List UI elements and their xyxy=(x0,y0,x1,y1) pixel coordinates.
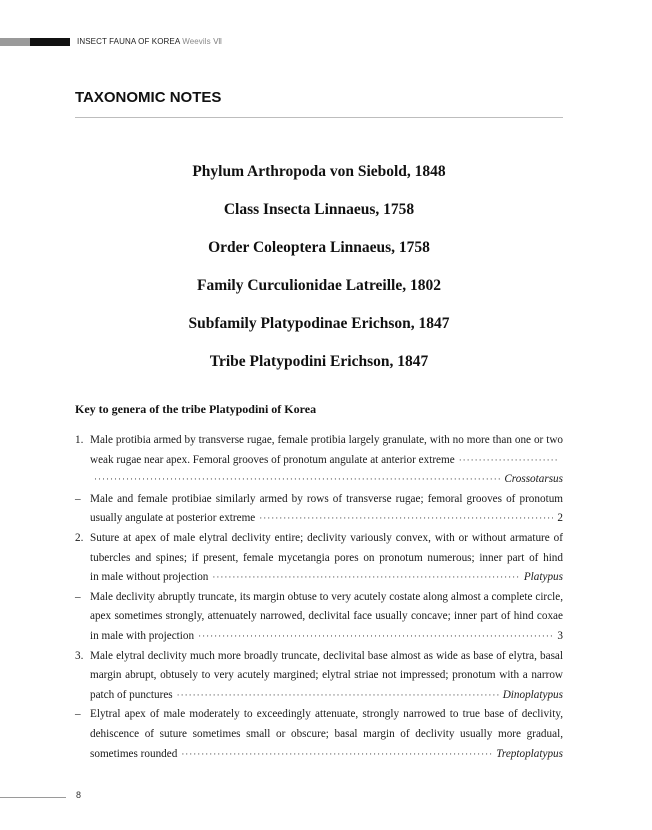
key-title: Key to genera of the tribe Platypodini of Korea xyxy=(75,402,317,416)
key-line: Suture at apex of male elytral declivity entire; declivity variously convex, with or without armature of xyxy=(90,531,563,544)
leader-dots xyxy=(198,627,553,647)
couplet-number: 2. xyxy=(75,531,84,544)
couplet-number: – xyxy=(75,708,81,721)
key-line: Elytral apex of male moderately to exceedingly attenuate, strongly narrowed to true base of declivity, xyxy=(90,708,563,721)
key-line xyxy=(90,470,563,490)
header-subtitle: Weevils Ⅶ xyxy=(182,37,223,46)
key-line: Male and female protibiae similarly armed by rows of transverse rugae; femoral grooves of pronotum xyxy=(90,492,563,505)
running-header xyxy=(0,38,652,46)
key-line xyxy=(90,745,563,765)
key-line xyxy=(90,509,563,529)
key-line: Male elytral declivity much more broadly truncate, declivital base almost as wide as base of elytra, basal xyxy=(90,649,563,662)
taxon-subfamily: Subfamily Platypodinae Erichson, 1847 xyxy=(188,315,450,332)
title-rule xyxy=(75,117,563,118)
key-result: 3 xyxy=(557,629,563,642)
key-result: Platypus xyxy=(523,571,563,584)
page-number: 8 xyxy=(76,790,82,800)
taxon-order: Order Coleoptera Linnaeus, 1758 xyxy=(208,239,430,256)
leader-dots xyxy=(94,470,500,490)
key-couplet-2 xyxy=(75,529,563,588)
couplet-number: – xyxy=(75,492,81,505)
leader-dots xyxy=(181,745,492,765)
header-text xyxy=(77,37,222,47)
header-bar-grey xyxy=(0,38,30,46)
header-bar-black xyxy=(30,38,70,46)
key-couplet-1 xyxy=(75,431,563,490)
footer-rule xyxy=(0,797,66,798)
couplet-number: 3. xyxy=(75,649,84,662)
key-line: Male protibia armed by transverse rugae, female protibia largely granulate, with no more than one or two xyxy=(90,434,563,446)
leader-dots xyxy=(212,568,519,588)
key-line-text: usually angulate at posterior extreme xyxy=(90,512,256,525)
key-line-text: in male without projection xyxy=(90,571,209,584)
key-result: Dinoplatypus xyxy=(502,688,563,701)
key-result: 2 xyxy=(557,512,563,525)
leader-dots xyxy=(177,686,499,706)
couplet-number: 1. xyxy=(75,434,84,446)
header-title: INSECT FAUNA OF KOREA xyxy=(77,37,180,46)
taxonomy-hierarchy xyxy=(75,162,563,390)
key-couplet-3b xyxy=(75,705,563,764)
taxon-family: Family Curculionidae Latreille, 1802 xyxy=(197,277,441,294)
key-line xyxy=(90,627,563,647)
key-line: apex sometimes strongly, attenuately narrowed, declivital face usually concave; inner part of hind coxae xyxy=(90,610,563,623)
taxon-tribe: Tribe Platypodini Erichson, 1847 xyxy=(209,353,429,370)
key-result: Crossotarsus xyxy=(504,473,563,486)
section-title: TAXONOMIC NOTES xyxy=(75,89,222,106)
key-line-text: patch of punctures xyxy=(90,688,173,701)
key-line: tubercles and spines; if present, female mycetangia pores on pronotum numerous; inner part of hind xyxy=(90,551,563,564)
key-line-text: weak rugae near apex. Femoral grooves of pronotum angulate at anterior extreme xyxy=(90,453,455,466)
key-line xyxy=(90,568,563,588)
key-couplet-2b xyxy=(75,588,563,647)
key-line: margin abrupt, obtusely to very acutely margined; elytral striae not impressed; pronotum with a narrow xyxy=(90,669,563,682)
key-line xyxy=(90,686,563,706)
couplet-number: – xyxy=(75,590,81,603)
leader-dots xyxy=(259,509,553,529)
key-line: dehiscence of suture sometimes small or obscure; basal margin of declivity usually more gradual, xyxy=(90,727,563,740)
key-line xyxy=(90,451,563,471)
taxon-phylum: Phylum Arthropoda von Siebold, 1848 xyxy=(192,163,446,180)
key-line: Male declivity abruptly truncate, its margin obtuse to very acutely costate along almost a complete circle, xyxy=(90,590,563,603)
key-line-text: sometimes rounded xyxy=(90,747,178,760)
key-line-text: in male with projection xyxy=(90,629,195,642)
taxon-class: Class Insecta Linnaeus, 1758 xyxy=(223,201,415,218)
key-couplet-3 xyxy=(75,647,563,706)
leader-dots xyxy=(459,451,559,471)
key-couplet-1b xyxy=(75,490,563,529)
key-result: Treptoplatypus xyxy=(496,747,563,760)
identification-key xyxy=(75,431,563,764)
